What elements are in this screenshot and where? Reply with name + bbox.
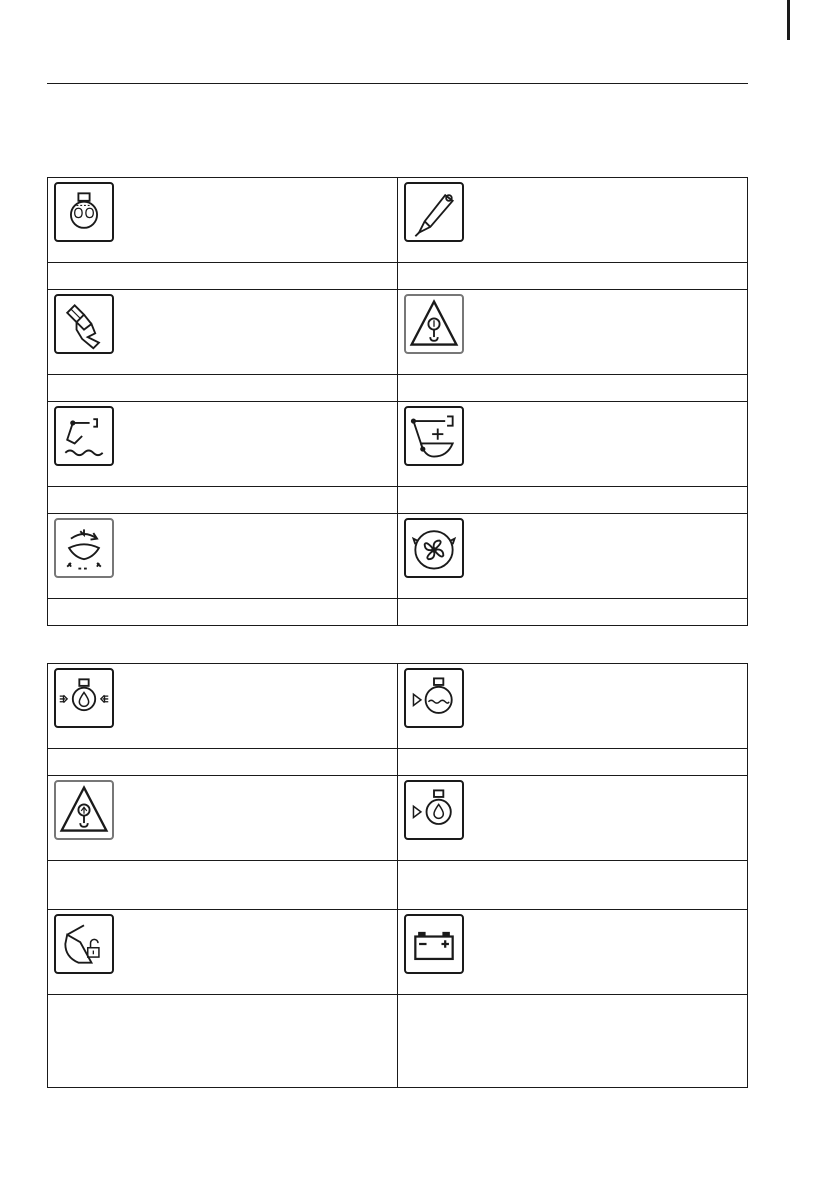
engine-oil-pressure-icon [54, 668, 114, 728]
description-cell [398, 487, 748, 514]
symbol-cell [48, 178, 398, 263]
symbol-cell [398, 290, 748, 375]
description-row [48, 599, 748, 626]
description-cell [48, 749, 398, 776]
overload-warning-icon [54, 780, 114, 840]
description-row [48, 749, 748, 776]
symbol-cell [48, 910, 398, 995]
symbol-table-1 [47, 177, 748, 626]
symbol-cell [398, 514, 748, 599]
description-cell [398, 375, 748, 402]
grease-gun-icon [404, 182, 464, 242]
engine-preheat-icon [54, 182, 114, 242]
battery-charge-icon [404, 914, 464, 974]
attachment-grab-icon [54, 294, 114, 354]
description-cell [398, 749, 748, 776]
load-warning-icon [404, 294, 464, 354]
page-edge-mark [787, 0, 790, 40]
description-row [48, 263, 748, 290]
symbol-row [48, 514, 748, 599]
header-rule [47, 83, 748, 84]
description-row [48, 995, 748, 1088]
symbol-row [48, 178, 748, 263]
symbol-row [48, 290, 748, 375]
description-cell [48, 487, 398, 514]
symbol-row [48, 910, 748, 995]
symbol-cell [398, 402, 748, 487]
bucket-level-icon [404, 406, 464, 466]
description-cell [48, 995, 398, 1088]
symbol-cell [48, 776, 398, 861]
symbol-cell [398, 178, 748, 263]
description-cell [398, 995, 748, 1088]
symbol-cell [48, 402, 398, 487]
description-cell [398, 861, 748, 910]
quick-coupler-unlocked-icon [54, 914, 114, 974]
symbol-cell [48, 290, 398, 375]
description-cell [398, 263, 748, 290]
description-cell [398, 599, 748, 626]
symbol-cell [398, 910, 748, 995]
symbol-cell [398, 776, 748, 861]
symbol-cell [398, 664, 748, 749]
symbol-row [48, 664, 748, 749]
description-cell [48, 263, 398, 290]
coolant-temperature-icon [404, 668, 464, 728]
engine-oil-level-icon [404, 780, 464, 840]
symbol-row [48, 776, 748, 861]
description-cell [48, 599, 398, 626]
reversing-fan-icon [404, 518, 464, 578]
description-row [48, 861, 748, 910]
description-row [48, 487, 748, 514]
symbol-row [48, 402, 748, 487]
description-cell [48, 861, 398, 910]
symbol-cell [48, 664, 398, 749]
description-cell [48, 375, 398, 402]
symbol-table-2 [47, 663, 748, 1088]
rotation-control-icon [54, 518, 114, 578]
symbol-cell [48, 514, 398, 599]
float-position-icon [54, 406, 114, 466]
description-row [48, 375, 748, 402]
